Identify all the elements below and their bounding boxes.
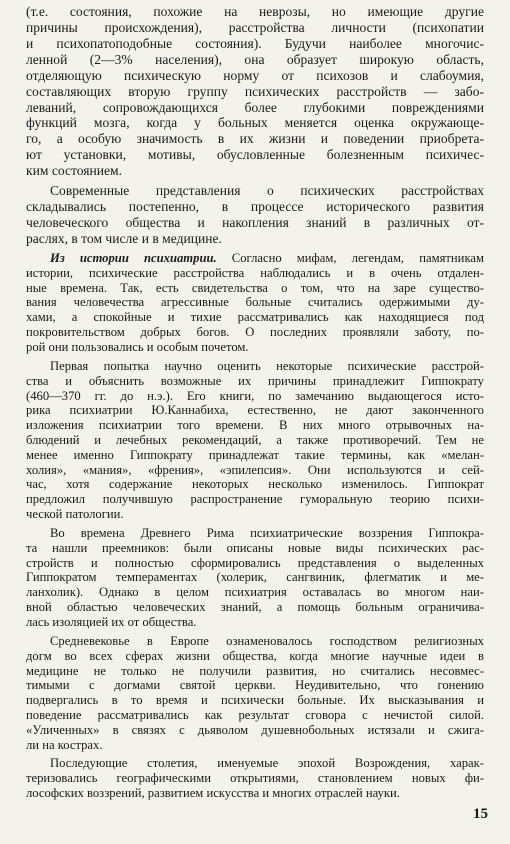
text-line: функций мозга, когда у больных меняется оценка окружающе- — [26, 115, 484, 131]
text-line: го, а особую значимость в их жизни и поведении приобрета- — [26, 131, 484, 147]
text-line: тимыми с догмами святой церкви. Неудивительно, что гонению — [26, 678, 484, 693]
text-line: ческой патологии. — [26, 506, 124, 521]
text-line: хами, а спокойные и тихие рассматривались как находящиеся под — [26, 310, 484, 325]
text-line: леваний, сопровождающихся более глубокими повреждениями — [26, 99, 484, 115]
text-line: медицине не только не получили развития, но считались несовмес- — [26, 663, 484, 678]
text-line: теризовались географическими открытиями, становлением новых фи- — [26, 770, 484, 785]
text-line: рой они пользовались и особым почетом. — [26, 339, 249, 354]
text-line: Первая попытка научно оценить некоторые психические расстрой- — [50, 359, 484, 373]
text-line: ленной (2—3% населения), она образует широкую область, — [26, 51, 484, 67]
text-line: отделяющую психическую норму от психозов и слабоумия, — [26, 67, 484, 83]
text-line: Современные представления о психических расстройствах — [50, 183, 484, 198]
text-line: причины происхождения), расстройства личности (психопатии — [26, 19, 484, 35]
text-line: и психопатоподобные состояния). Будучи наиболее многочис- — [26, 35, 484, 51]
text-line: Во времена Древнего Рима психиатрические воззрения Гиппокра- — [50, 526, 484, 540]
text-fragment: Согласно мифам, легендам, памятникам — [216, 251, 484, 265]
text-line: истории, психические расстройства наблюдались и в очень отдален- — [26, 265, 484, 280]
text-line: час, хотя содержание некоторых несколько изменилось. Гиппократ — [26, 477, 484, 492]
text-line: рика психиатрии Ю.Каннабиха, естественно, не дают законченного — [26, 403, 484, 418]
text-line: (т.е. состояния, похожие на неврозы, но имеющие другие — [26, 4, 484, 19]
text-line: поведение рассматривались как результат сговора с нечистой силой. — [26, 707, 484, 722]
paragraph-2 — [26, 183, 484, 247]
text-line: ли на кострах. — [26, 737, 103, 752]
text-line: ные времена. Так, есть свидетельства о том, что на заре существо- — [26, 280, 484, 295]
paragraph-ancient-rome — [26, 526, 484, 630]
paragraph-hippocrates — [26, 359, 484, 522]
text-line: складывались постепенно, в процессе исторического развития — [26, 198, 484, 214]
page-number: 15 — [473, 806, 488, 822]
text-line: Последующие столетия, именуемые эпохой Возрождения, харак- — [50, 756, 484, 770]
paragraph-renaissance — [26, 756, 484, 800]
text-line: догм во всех сферах жизни общества, когда многие научные идеи в — [26, 648, 484, 663]
text-line: человеческого общества и накопления знаний в различных от- — [26, 214, 484, 230]
text-line: лософских воззрений, развитием искусства и многих отраслей науки. — [26, 785, 400, 800]
text-line: покровительством добрых богов. О последних проявляли заботу, по- — [26, 324, 484, 339]
paragraph-history-section — [26, 251, 484, 355]
text-line — [26, 251, 484, 266]
text-line: составляющих вторую группу психических расстройств — забо- — [26, 83, 484, 99]
text-line: подвергались в то время и психически больные. Их высказывания и — [26, 693, 484, 708]
text-line: раслях, в том числе и в медицине. — [26, 230, 222, 246]
text-line: (460—370 гг. до н.э.). Его книги, по замечанию выдающегося исто- — [26, 388, 484, 403]
text-line: вной областью человеческих знаний, а помощь больным ограничива- — [26, 599, 484, 614]
text-line: холия», «мания», «френия», «эпилепсия». Они используются и сей- — [26, 462, 484, 477]
text-line: вания человечества агрессивные больные считались одержимыми ду- — [26, 295, 484, 310]
text-line: предложил получившую распространение гуморальную теорию психи- — [26, 492, 484, 507]
text-line: изложения психиатрии того времени. В них много отрывочных на- — [26, 418, 484, 433]
paragraph-1 — [26, 4, 484, 179]
paragraph-middle-ages — [26, 634, 484, 752]
text-line: та нашли преемников: были описаны новые виды психических рас- — [26, 540, 484, 555]
text-line: ким состоянием. — [26, 163, 122, 179]
text-line: лась изоляцией их от общества. — [26, 614, 197, 629]
text-line: ства и объяснить возможные их причины принадлежит Гиппократу — [26, 373, 484, 388]
text-line: «Уличенных» в связях с дьяволом душевнобольных истязали и сжига- — [26, 722, 484, 737]
text-line: менее именно Гиппократу принадлежат такие термины, как «мелан- — [26, 447, 484, 462]
text-line: стройств и полностью сформировались представления о выделенных — [26, 555, 484, 570]
section-heading: Из истории психиатрии. — [50, 251, 217, 265]
text-line: блюдений и лечебных рекомендаций, а также противоречий. Тем не — [26, 432, 484, 447]
text-line: Гиппократом темпераментах (холерик, сангвиник, флегматик и ме- — [26, 570, 484, 585]
text-line: ют установки, мотивы, обусловленные болезненным психичес- — [26, 147, 484, 163]
text-line: Средневековье в Европе ознаменовалось господством религиозных — [50, 634, 484, 648]
text-line: ланхолик). Однако в целом психиатрия оставалась во многом наи- — [26, 585, 484, 600]
